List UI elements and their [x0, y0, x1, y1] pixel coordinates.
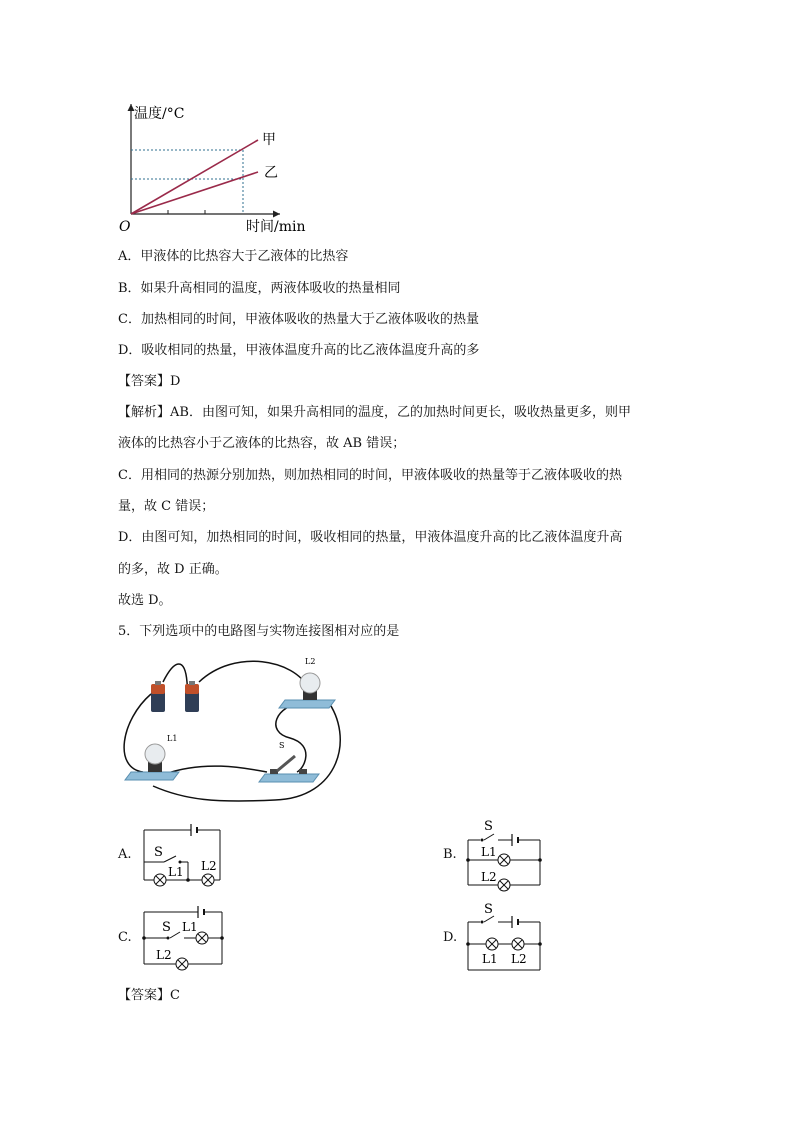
circuit-option-a [140, 820, 230, 890]
q5-question: 5．下列选项中的电路图与实物连接图相对应的是 [118, 624, 400, 639]
analysis-line: 【解析】AB．由图可知，如果升高相同的温度，乙的加热时间更长，吸收热量更多，则甲 [118, 405, 631, 420]
circuit-d-l2-label: L2 [511, 952, 527, 966]
circuit-b-l2-label: L2 [481, 870, 497, 884]
physical-circuit-illustration [115, 650, 350, 805]
circuit-c-l2-label: L2 [156, 948, 172, 962]
y-axis-label: 温度/°C [134, 106, 185, 122]
option-d-letter: D. [443, 930, 458, 945]
circuit-option-c [140, 900, 230, 975]
battery-icon [185, 681, 199, 712]
q4-option-d: D．吸收相同的热量，甲液体温度升高的比乙液体温度升高的多 [118, 343, 480, 358]
circuit-a-l1-label: L1 [168, 865, 184, 879]
analysis-line: 液体的比热容小于乙液体的比热容，故 AB 错误； [118, 436, 406, 451]
series-label-yi: 乙 [264, 165, 278, 181]
circuit-option-d [462, 900, 547, 975]
option-a-letter: A. [118, 847, 132, 862]
circuit-option-b [462, 818, 547, 893]
battery-icon [151, 681, 165, 712]
circuit-c-l1-label: L1 [182, 920, 198, 934]
analysis-line: 量，故 C 错误； [118, 499, 215, 514]
photo-s-label: S [279, 741, 285, 750]
series-line-yi [131, 172, 258, 214]
option-b-letter: B. [443, 847, 457, 862]
bulb-l2-icon [279, 673, 335, 708]
temperature-time-graph [110, 98, 330, 238]
circuit-a-s-label: S [154, 845, 163, 860]
circuit-d-s-label: S [484, 902, 493, 917]
circuit-c-s-label: S [162, 920, 171, 935]
q4-option-a: A．甲液体的比热容大于乙液体的比热容 [118, 249, 349, 264]
analysis-line: 故选 D。 [118, 593, 172, 608]
analysis-line: D．由图可知，加热相同的时间，吸收相同的热量，甲液体温度升高的比乙液体温度升高 [118, 530, 623, 545]
q4-answer: 【答案】D [118, 374, 181, 389]
analysis-line: C．用相同的热源分别加热，则加热相同的时间，甲液体吸收的热量等于乙液体吸收的热 [118, 468, 622, 483]
circuit-d-l1-label: L1 [482, 952, 498, 966]
analysis-line: 的多，故 D 正确。 [118, 562, 228, 577]
photo-l1-label: L1 [167, 734, 178, 743]
q4-option-c: C．加热相同的时间，甲液体吸收的热量大于乙液体吸收的热量 [118, 312, 479, 327]
bulb-l1-icon [125, 744, 179, 780]
option-c-letter: C. [118, 930, 132, 945]
series-label-jia: 甲 [262, 132, 276, 148]
photo-l2-label: L2 [305, 657, 316, 666]
circuit-b-l1-label: L1 [481, 845, 497, 859]
q5-answer: 【答案】C [118, 988, 180, 1003]
circuit-b-s-label: S [484, 819, 493, 834]
origin-label: O [119, 219, 131, 235]
series-line-jia [131, 140, 258, 214]
switch-icon [259, 756, 319, 782]
x-axis-label: 时间/min [246, 219, 306, 235]
q4-option-b: B．如果升高相同的温度，两液体吸收的热量相同 [118, 281, 401, 296]
circuit-a-l2-label: L2 [201, 859, 217, 873]
